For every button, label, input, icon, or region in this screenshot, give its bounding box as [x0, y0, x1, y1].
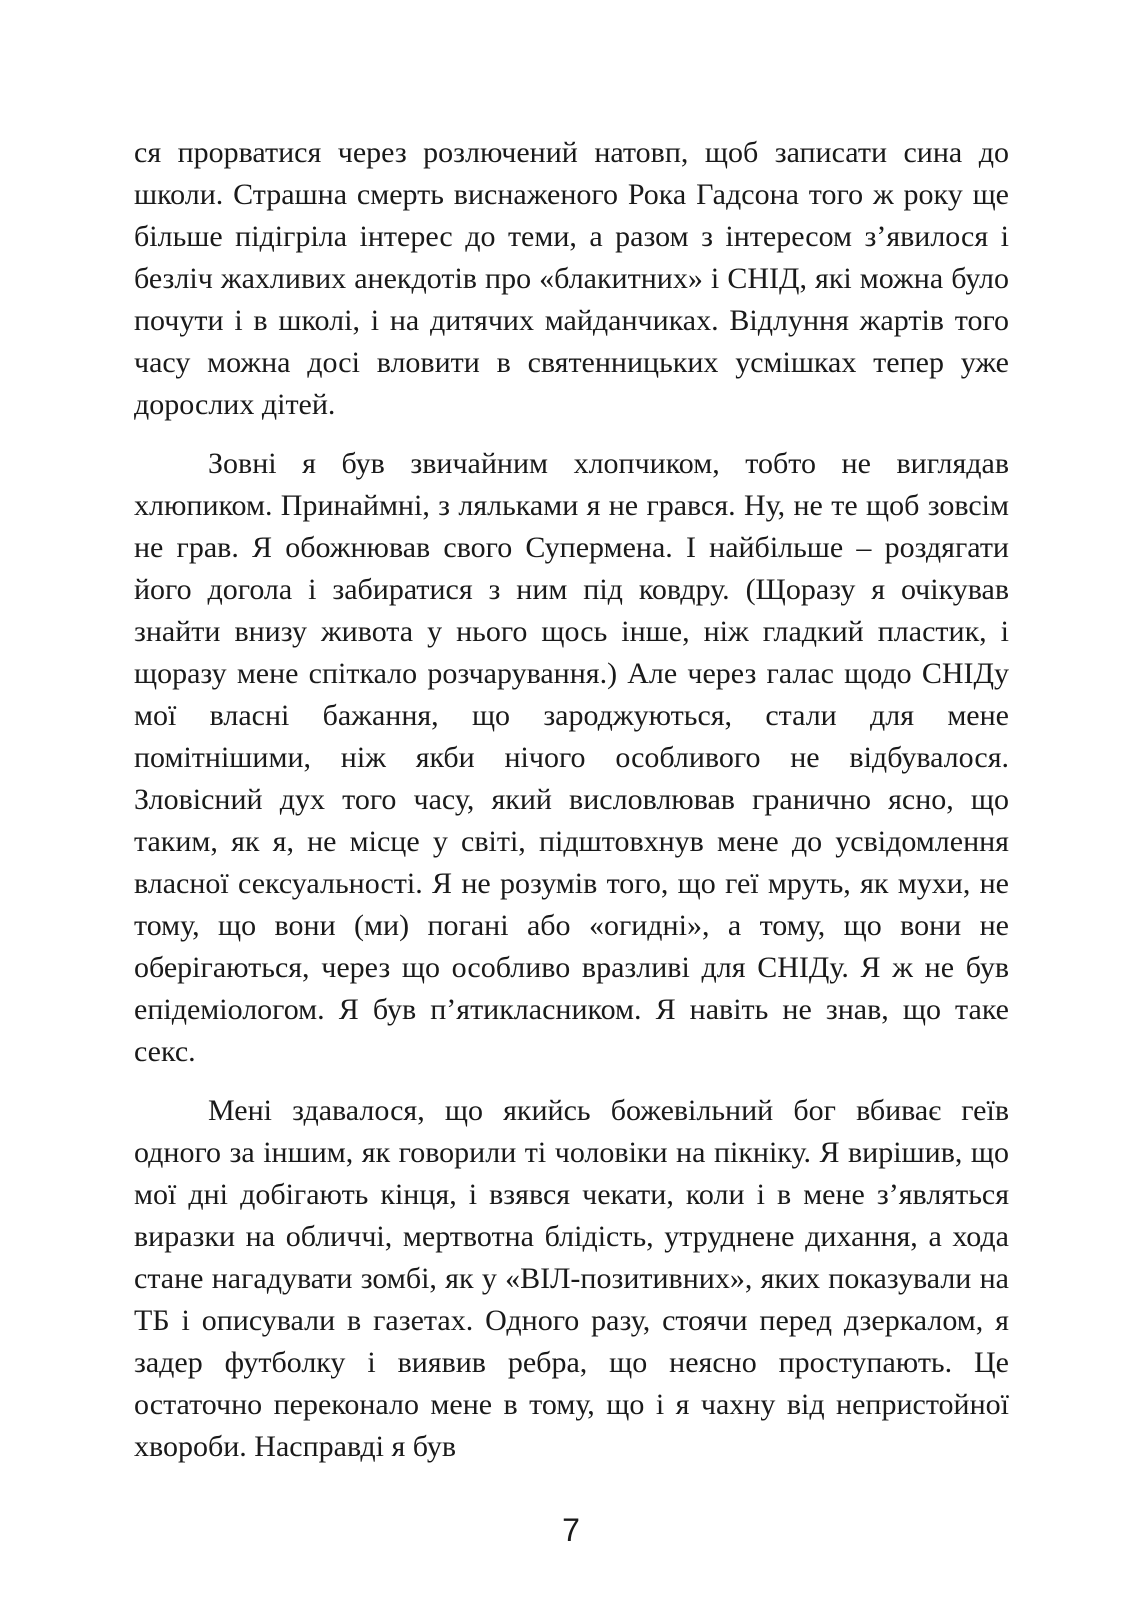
- body-text: [134, 132, 1009, 1468]
- paragraph-continuation: ся прорватися через розлючений натовп, щоб записати сина до школи. Страшна смерть виснаженого Рока Гадсона того ж року ще більше підігріла інтерес до теми, а разом з інтересом з’явилося і безліч жахливих анекдотів про «блакитних» і СНІД, які можна було почути і в школі, і на дитячих майданчиках. Відлуння жартів того часу можна досі вловити в святенницьких усмішках тепер уже дорослих дітей.: [134, 136, 1009, 421]
- page-number: 7: [562, 1512, 580, 1548]
- paragraph: Зовні я був звичайним хлопчиком, тобто не виглядав хлюпиком. Принаймні, з ляльками я не грався. Ну, не те щоб зовсім не грав. Я обожнював свого Супермена. І найбільше – роздягати його догола і забиратися з ним під ковдру. (Щоразу я очікував знайти внизу живота у нього щось інше, ніж гладкий пластик, і щоразу мене спіткало розчарування.) Але через галас щодо СНІДу мої власні бажання, що зароджуються, стали для мене помітнішими, ніж якби нічого особливого не відбувалося. Зловісний дух того часу, який висловлював гранично ясно, що таким, як я, не місце у світі, підштовхнув мене до усвідомлення власної сексуальності. Я не розумів того, що геї мруть, як мухи, не тому, що вони (ми) погані або «огидні», а тому, що вони не оберігаються, через що особливо вразливі для СНІДу. Я ж не був епідеміологом. Я був п’ятикласником. Я навіть не знав, що таке секс.: [134, 447, 1009, 1068]
- paragraph: Мені здавалося, що якийсь божевільний бог вбиває геїв одного за іншим, як говорили ті чоловіки на пікніку. Я вирішив, що мої дні добігають кінця, і взявся чекати, коли і в мене з’являться виразки на обличчі, мертвотна блідість, утруднене дихання, а хода стане нагадувати зомбі, як у «ВІЛ-позитивних», яких показували на ТБ і описували в газетах. Одного разу, стоячи перед дзеркалом, я задер футболку і виявив ребра, що неясно проступають. Це остаточно переконало мене в тому, що і я чахну від непристойної хвороби. Насправді я був: [134, 1094, 1009, 1463]
